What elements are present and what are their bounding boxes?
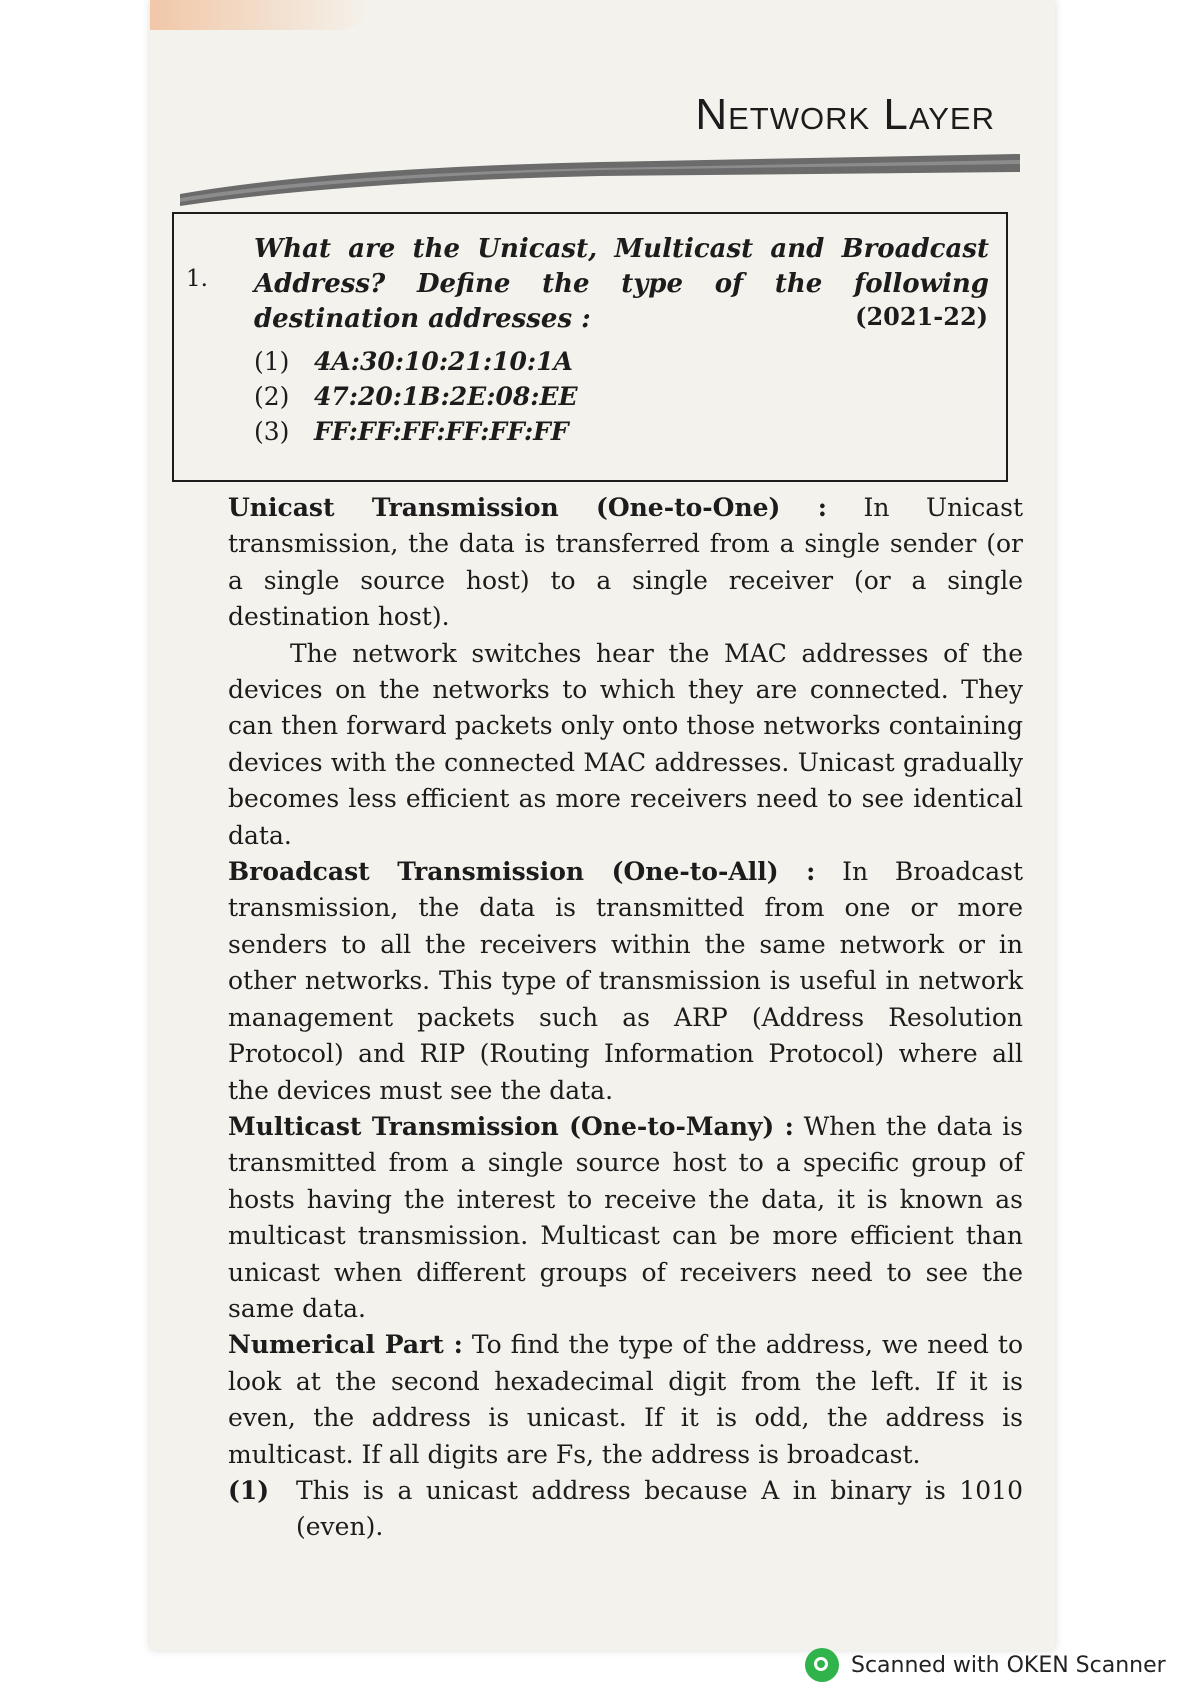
unicast-paragraph-2: The network switches hear the MAC addresses of the devices on the networks to which they are connected. They can then forward packets only onto those networks containing devices with the connected MAC addresses. Unicast gradually becomes less efficient as more receivers need to see identical data. xyxy=(228,638,1023,850)
unicast-text: In Unicast transmission, the data is transferred from a single sender (or a single source host) to a single receiver (or a single destination host). xyxy=(228,493,1024,632)
numerical-paragraph xyxy=(228,1327,1023,1473)
question-number: 1. xyxy=(186,266,208,292)
answer-item xyxy=(228,1473,1023,1546)
question-year: (2021-22) xyxy=(855,302,988,331)
broadcast-paragraph xyxy=(228,854,1023,1109)
scanned-page xyxy=(150,0,1055,1650)
question-text: What are the Unicast, Multicast and Broadcast Address? Define the type of the following destination addresses : xyxy=(254,234,989,334)
option-number: (2) xyxy=(254,382,290,411)
question-option xyxy=(254,344,578,379)
multicast-paragraph xyxy=(228,1109,1023,1327)
chapter-title: Network Layer xyxy=(695,90,995,139)
question-box xyxy=(172,212,1008,482)
numerical-heading: Numerical Part : xyxy=(228,1330,463,1360)
option-address: 4A:30:10:21:10:1A xyxy=(314,347,573,376)
scanner-logo-icon xyxy=(805,1648,839,1682)
answer-text: This is a unicast address because A in binary is 1010 (even). xyxy=(296,1475,1023,1542)
option-number: (3) xyxy=(254,417,290,446)
option-number: (1) xyxy=(254,347,290,376)
scanner-watermark xyxy=(805,1648,1166,1682)
unicast-paragraph xyxy=(228,490,1023,636)
question-options xyxy=(254,344,578,449)
numerical-text: To find the type of the address, we need to look at the second hexadecimal digit from the left. If it is even, the address is unicast. If it is odd, the address is multicast. If all digits are Fs, the address is broadcast. xyxy=(228,1330,1024,1469)
answer-number: (1) xyxy=(228,1475,270,1505)
multicast-text: When the data is transmitted from a single source host to a specific group of hosts having the interest to receive the data, it is known as multicast transmission. Multicast can be more efficient than unicast when different groups of receivers need to see the same data. xyxy=(228,1111,1023,1323)
multicast-heading: Multicast Transmission (One-to-Many) : xyxy=(228,1111,794,1141)
option-address: FF:FF:FF:FF:FF:FF xyxy=(314,417,569,446)
unicast-heading: Unicast Transmission (One-to-One) : xyxy=(228,493,827,522)
question-option xyxy=(254,379,578,414)
header-decorative-bar xyxy=(180,150,1020,206)
broadcast-text: In Broadcast transmission, the data is transmitted from one or more senders to all the receivers within the same network or in other networks. This type of transmission is useful in network management packets such as ARP (Address Resolution Protocol) and RIP (Routing Information Protocol) where all the devices must see the data. xyxy=(228,857,1023,1105)
question-option xyxy=(254,414,578,449)
page-stain xyxy=(150,0,370,30)
answer-body xyxy=(228,490,1023,1546)
scanner-label: Scanned with OKEN Scanner xyxy=(851,1652,1166,1678)
option-address: 47:20:1B:2E:08:EE xyxy=(314,382,578,411)
broadcast-heading: Broadcast Transmission (One-to-All) : xyxy=(228,857,816,887)
